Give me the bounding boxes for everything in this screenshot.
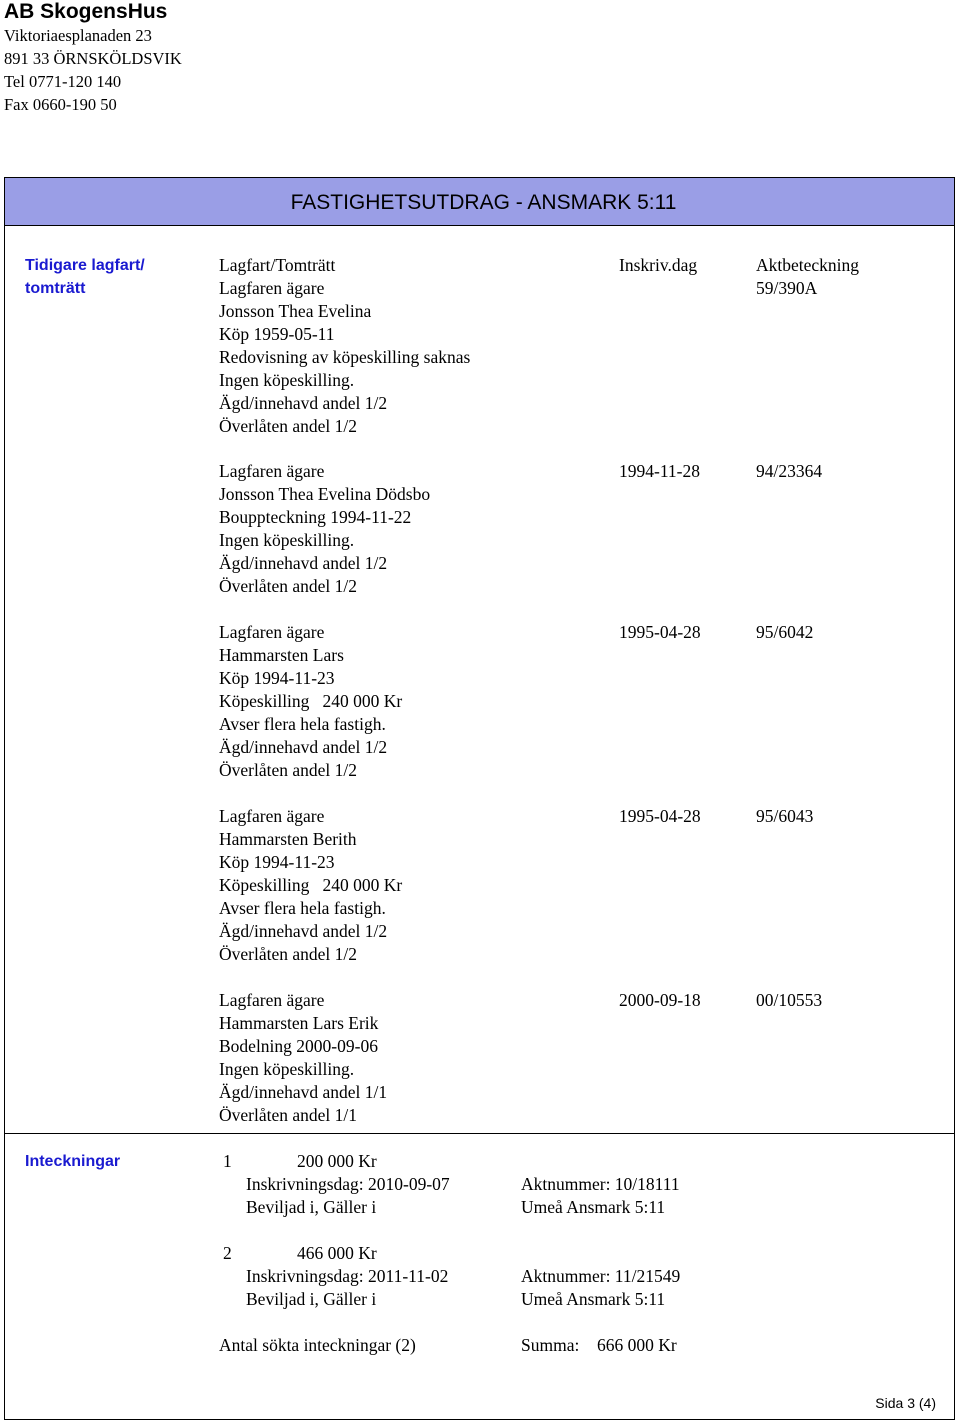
entry-line: Köp 1994-11-23 [219,852,335,872]
inteckning-fastighet: Umeå Ansmark 5:11 [521,1197,666,1217]
entry-line: Överlåten andel 1/2 [219,760,358,780]
entry-akt: 00/10553 [756,990,823,1010]
entry-line: Jonsson Thea Evelina Dödsbo [219,484,431,504]
entry-akt: 95/6043 [756,806,814,826]
entry-line: Ingen köpeskilling. [219,530,355,550]
inteckning-beviljad: Beviljad i, Gäller i [246,1197,377,1217]
entry-line: Hammarsten Lars Erik [219,1013,379,1033]
entry-line: Överlåten andel 1/1 [219,1105,358,1125]
inteckning-aktnummer: Aktnummer: 10/18111 [521,1174,680,1194]
lagfart-entry [219,989,919,1127]
entry-akt: 95/6042 [756,622,814,642]
lagfart-header-row [219,254,919,277]
summa-value: 666 000 Kr [597,1335,677,1355]
address-postal: 891 33 ÖRNSKÖLDSVIK [4,49,182,68]
entry-line: Jonsson Thea Evelina [219,301,372,321]
lagfart-entry [219,621,919,782]
entry-line: Bodelning 2000-09-06 [219,1036,378,1056]
lagfart-entry [219,805,919,966]
entry-line: Redovisning av köpeskilling saknas [219,347,471,367]
entry-line: Överlåten andel 1/2 [219,944,358,964]
inteckning-fastighet: Umeå Ansmark 5:11 [521,1289,666,1309]
page-title: FASTIGHETSUTDRAG - ANSMARK 5:11 [290,191,677,214]
header-inskriv-dag: Inskriv.dag [619,255,698,275]
lagfart-entry [219,460,919,598]
entry-line: Överlåten andel 1/2 [219,576,358,596]
inteckning-number: 2 [223,1243,232,1263]
entry-line: Köpeskilling 240 000 Kr [219,691,403,711]
entry-line: Ägd/innehavd andel 1/2 [219,553,388,573]
entry-line: Hammarsten Lars [219,645,344,665]
entry-line: Avser flera hela fastigh. [219,898,386,918]
entry-date: 1994-11-28 [619,461,701,481]
entry-role: Lagfaren ägare [219,461,325,481]
address-phone: Tel 0771-120 140 [4,72,122,91]
entry-akt: 59/390A [756,278,818,298]
header-aktbeteckning: Aktbeteckning [756,255,860,275]
inteckning-aktnummer: Aktnummer: 11/21549 [521,1266,681,1286]
entry-line: Köp 1959-05-11 [219,324,335,344]
company-address [4,24,182,116]
entry-line: Ingen köpeskilling. [219,370,355,390]
company-name: AB SkogensHus [4,0,168,23]
inteckning-amount: 200 000 Kr [297,1151,377,1171]
entry-line: Ägd/innehavd andel 1/2 [219,921,388,941]
inteckning-beviljad: Beviljad i, Gäller i [246,1289,377,1309]
section-label-lagfart [25,254,145,300]
entry-role: Lagfaren ägare [219,806,325,826]
address-fax: Fax 0660-190 50 [4,95,117,114]
inteckning-inskrivningsdag: Inskrivningsdag: 2011-11-02 [246,1266,449,1286]
document-frame [4,177,955,1420]
entry-line: Ägd/innehavd andel 1/1 [219,1082,388,1102]
entry-line: Köp 1994-11-23 [219,668,335,688]
header-lagfart: Lagfart/Tomträtt [219,255,336,275]
section-label-lagfart-line1: Tidigare lagfart/ [25,257,145,274]
entry-line: Avser flera hela fastigh. [219,714,386,734]
entry-akt: 94/23364 [756,461,823,481]
summa-label: Summa: [521,1335,580,1355]
page-number: Sida 3 (4) [875,1395,936,1411]
section-label-lagfart-line2: tomträtt [25,280,86,297]
address-street: Viktoriaesplanaden 23 [4,26,152,45]
entry-line: Ägd/innehavd andel 1/2 [219,393,388,413]
entry-line: Ägd/innehavd andel 1/2 [219,737,388,757]
entry-line: Överlåten andel 1/2 [219,416,358,436]
inteckning-inskrivningsdag: Inskrivningsdag: 2010-09-07 [246,1174,450,1194]
entry-date: 1995-04-28 [619,622,701,642]
entry-line: Köpeskilling 240 000 Kr [219,875,403,895]
inteckning-amount: 466 000 Kr [297,1243,377,1263]
entry-line: Hammarsten Berith [219,829,357,849]
lagfart-entry [219,277,919,438]
inteckning-number: 1 [223,1151,232,1171]
entry-line: Ingen köpeskilling. [219,1059,355,1079]
antal-inteckningar: Antal sökta inteckningar (2) [219,1335,416,1355]
section-divider [5,1133,954,1134]
entry-role: Lagfaren ägare [219,622,325,642]
title-bar [5,178,954,226]
entry-role: Lagfaren ägare [219,990,325,1010]
entry-date: 2000-09-18 [619,990,701,1010]
entry-role: Lagfaren ägare [219,278,325,298]
entry-line: Bouppteckning 1994-11-22 [219,507,412,527]
section-label-inteckningar: Inteckningar [25,1153,121,1170]
entry-date: 1995-04-28 [619,806,701,826]
